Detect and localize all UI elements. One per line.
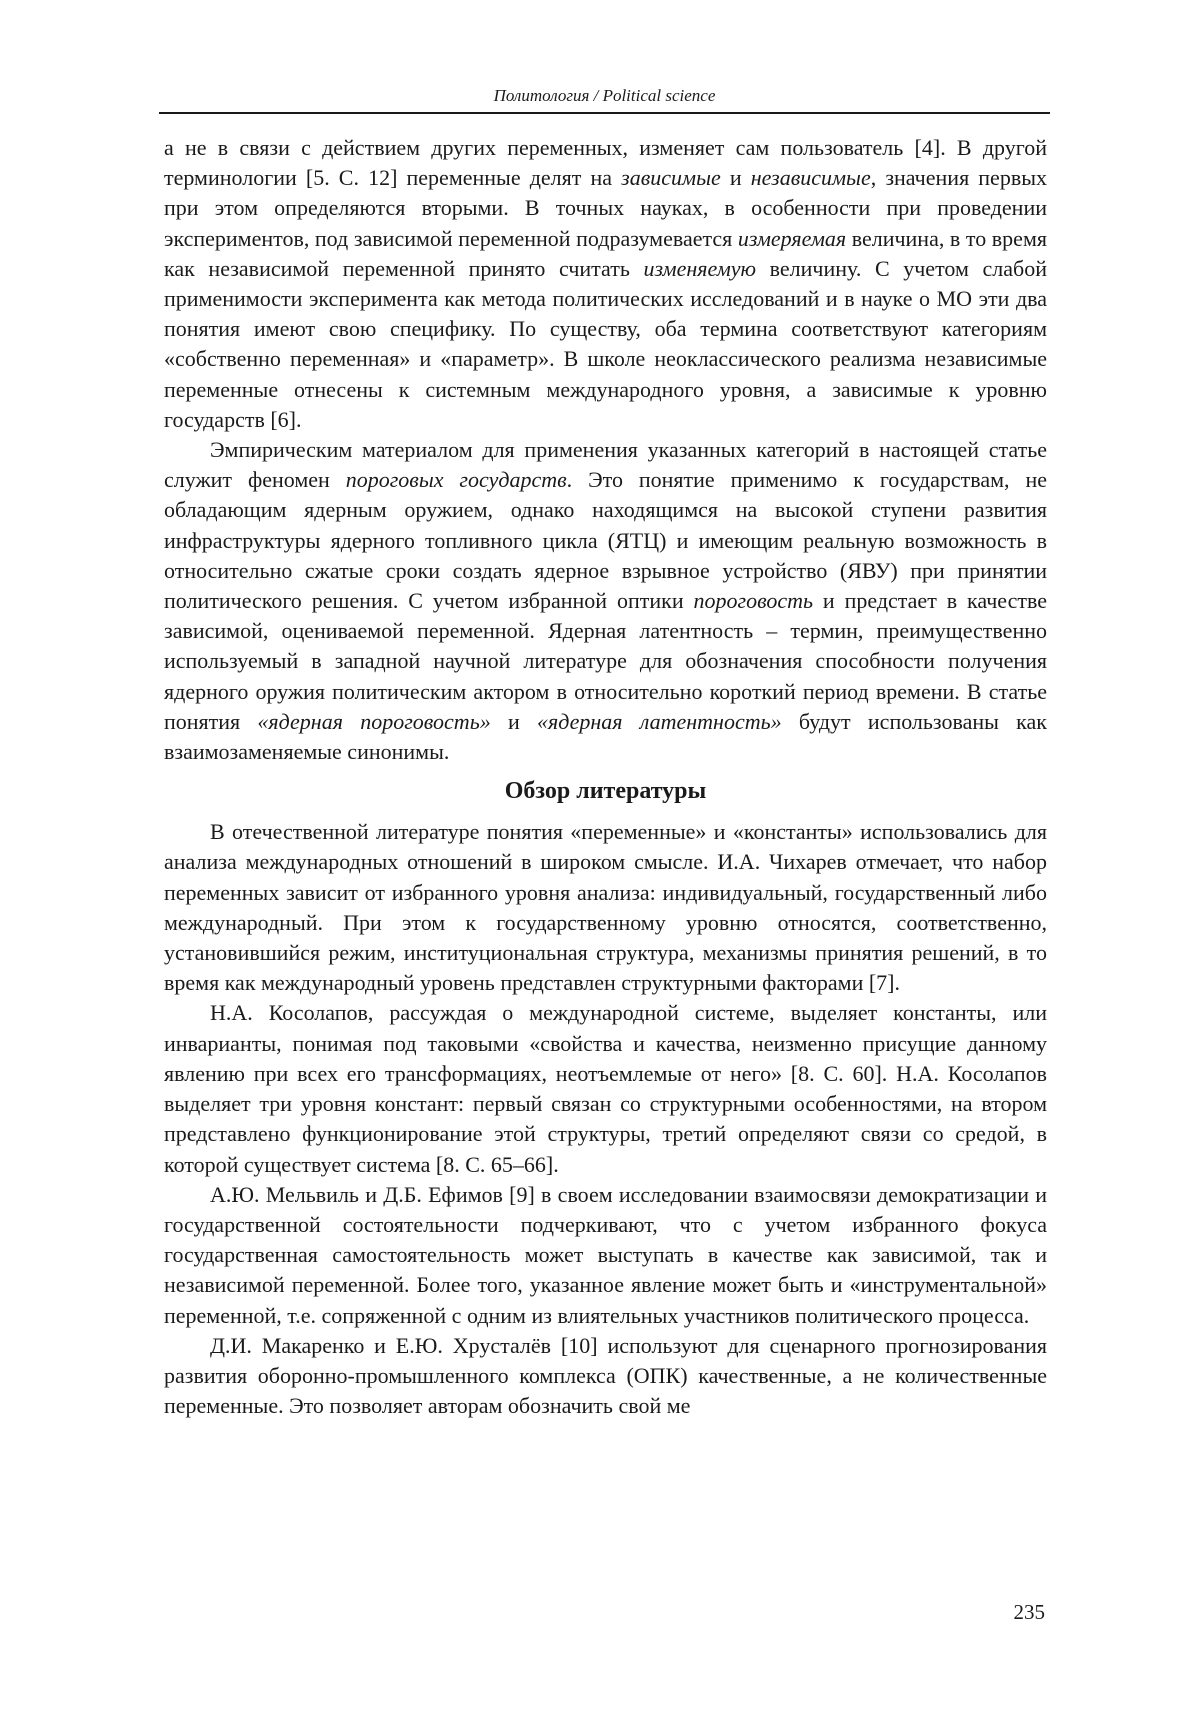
paragraph-6: Д.И. Макаренко и Е.Ю. Хрусталёв [10] используют для сценарного прогнозирования развития оборонно-промышленного комплекса (ОПК) качественные, а не количественные переменные. Это позволяет авторам обозначить свой ме: [164, 1332, 1047, 1419]
text-run: и: [490, 708, 537, 734]
italic-term: изменяемую: [643, 255, 757, 281]
text-run: Эмпирическим материалом для применения указанных категорий в настоящей статье служит феномен: [164, 437, 1047, 493]
italic-term: независимые: [750, 165, 871, 191]
text-run: будут использованы как взаимозаменяемые синонимы.: [164, 708, 1047, 765]
italic-term: пороговых государств: [345, 467, 567, 493]
italic-term: «ядерная пороговость»: [257, 708, 491, 734]
italic-term: зависимые: [621, 165, 721, 191]
running-head-title: Политология / Political science: [493, 86, 716, 105]
section-heading: Обзор литературы: [504, 778, 707, 805]
paragraph-4: Н.А. Косолапов, рассуждая о международной системе, выделяет константы, или инварианты, понимая под таковыми «свойства и качества, неизменно присущие данному явлению при всех его трансформациях, неотъемлемые от него» [8. С. 60]. Н.А. Косолапов выделяет три уровня констант: первый связан со структурными особенностями, на втором представлено функционирование этой структуры, третий определяют связи со средой, в которой существует система [8. С. 65–66].: [164, 1000, 1047, 1177]
page-number: 235: [1013, 1600, 1045, 1624]
text-run: величину. С учетом слабой применимости эксперимента как метода политических исследований и в науке о МО эти два понятия имеют свою специфику. По существу, оба термина соответствуют категориям «собственно переменная» и «параметр». В школе неоклассического реализма независимые переменные отнесены к системным международного уровня, а зависимые к уровню государств [6].: [164, 255, 1047, 432]
text-run: а не в связи с действием других переменных, изменяет сам пользователь [4]. В другой терминологии [5. С. 12] переменные делят на: [164, 135, 1047, 191]
text-run: , значения первых при этом определяются вторыми. В точных науках, в особенности при проведении экспериментов, под зависимой переменной подразумевается: [164, 165, 1047, 251]
italic-term: «ядерная латентность»: [536, 708, 782, 734]
italic-term: измеряемая: [737, 225, 847, 251]
italic-term: пороговость: [693, 588, 814, 614]
article-body: [164, 133, 1047, 1421]
text-run: и предстает в качестве зависимой, оцениваемой переменной. Ядерная латентность – термин, преимущественно используемый в западной научной литературе для обозначения способности получения ядерного оружия политическим актором в относительно короткий период времени. В статье понятия: [164, 588, 1047, 734]
paragraph-5: А.Ю. Мельвиль и Д.Б. Ефимов [9] в своем исследовании взаимосвязи демократизации и государственной состоятельности подчеркивают, что с учетом избранного фокуса государственная самостоятельность может выступать в качестве как зависимой, так и независимой переменной. Более того, указанное явление может быть и «инструментальной» переменной, т.е. сопряженной с одним из влиятельных участников политического процесса.: [164, 1181, 1047, 1328]
text-run: величина, в то время как независимой переменной принято считать: [164, 225, 1047, 281]
text-run: и: [720, 165, 751, 191]
paragraph-3: В отечественной литературе понятия «переменные» и «константы» использовались для анализа международных отношений в широком смысле. И.А. Чихарев отмечает, что набор переменных зависит от избранного уровня анализа: индивидуальный, государственный либо международный. При этом к государственному уровню относятся, соответственно, установившийся режим, институциональная структура, механизмы принятия решений, в то время как международный уровень представлен структурными факторами [7].: [164, 819, 1047, 996]
paragraph-1: [164, 133, 1047, 435]
paragraph-2: [164, 435, 1047, 767]
header-rule: [159, 112, 1050, 114]
text-run: . Это понятие применимо к государствам, не обладающим ядерным оружием, однако находящимся на высокой ступени развития инфраструктуры ядерного топливного цикла (ЯТЦ) и имеющим реальную возможность в относительно сжатые сроки создать ядерное взрывное устройство (ЯВУ) при принятии политического решения. С учетом избранной оптики: [164, 467, 1048, 614]
